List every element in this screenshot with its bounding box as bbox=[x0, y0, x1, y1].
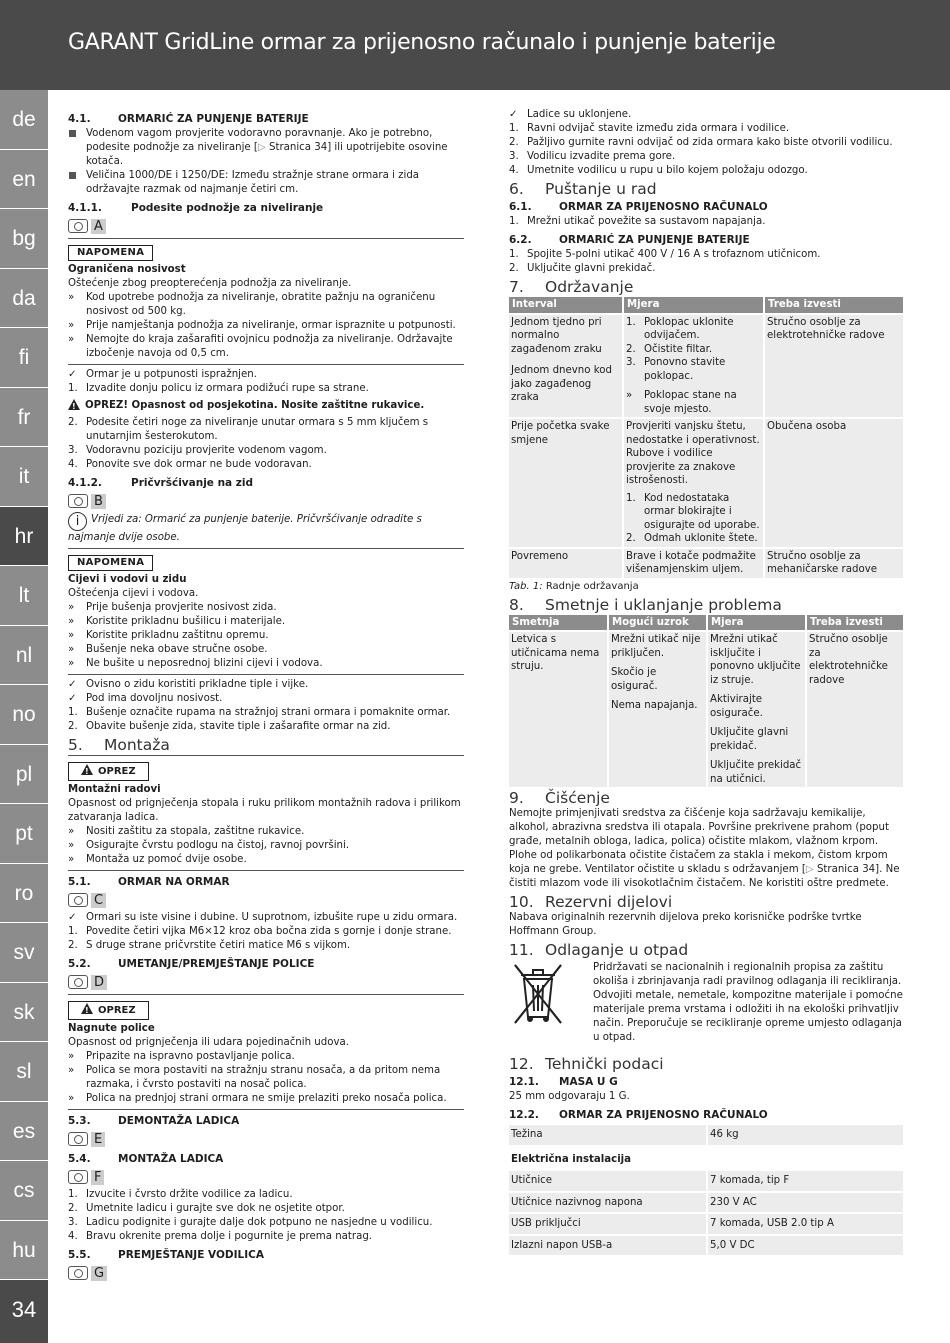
figure-ref: D bbox=[68, 973, 464, 991]
language-tab-sl[interactable]: sl bbox=[0, 1042, 48, 1102]
language-tab-de[interactable]: de bbox=[0, 90, 48, 150]
double-angle-right-icon: » bbox=[68, 644, 75, 655]
section-heading: 5.3. DEMONTAŽA LADICA bbox=[68, 1115, 240, 1127]
square-bullet-icon bbox=[69, 130, 76, 137]
list-item: » Prije namještanja podnožja za niveliranje, ormar ispraznite u potpunosti. bbox=[68, 320, 456, 331]
check-item: ✓ Ormari su iste visine i dubine. U suprotnom, izbušite rupe u zidu ormara. bbox=[68, 912, 458, 923]
language-tab-pl[interactable]: pl bbox=[0, 745, 48, 805]
step-item: 3. Vodoravnu poziciju provjerite vodenom vagom. bbox=[68, 445, 327, 456]
section-heading: 5.1. ORMAR NA ORMAR bbox=[68, 876, 230, 888]
list-item: » Kod upotrebe podnožja za niveliranje, obratite pažnju na ograničenu nosivost od 500 kg. bbox=[68, 292, 436, 317]
mass-text: 25 mm odgovaraju 1 G. bbox=[509, 1091, 630, 1102]
language-tab-hr[interactable]: hr bbox=[0, 507, 48, 567]
double-angle-right-icon: » bbox=[68, 658, 75, 669]
check-item: ✓ Pod ima dovoljnu nosivost. bbox=[68, 693, 223, 704]
camera-icon bbox=[68, 1170, 88, 1184]
list-item: » Nositi zaštitu za stopala, zaštitne rukavice. bbox=[68, 826, 305, 837]
check-icon: ✓ bbox=[68, 912, 77, 923]
table-row: Prije početka svake smjene Provjeriti vanjsku štetu, nedostatke i operativnost. Rubove i vodilice provjerite za znakove istrošenosti. 1. Kod nedostataka ormar blokirajte i osigurajte od uporabe. 2. Odmah uklonite štete. Obučena osoba bbox=[509, 418, 904, 548]
section-heading: 5.2. UMETANJE/PREMJEŠTANJE POLICE bbox=[68, 958, 315, 970]
list-item: » Ne bušite u neposrednoj blizini cijevi i vodova. bbox=[68, 658, 323, 669]
language-tab-fr[interactable]: fr bbox=[0, 388, 48, 448]
section-heading: 6. Puštanje u rad bbox=[509, 180, 657, 198]
note-label: NAPOMENA bbox=[68, 245, 153, 261]
double-angle-right-icon: » bbox=[68, 602, 75, 613]
page-number: 34 bbox=[0, 1280, 48, 1343]
section-heading: 12.1. MASA U G bbox=[509, 1076, 618, 1088]
check-icon: ✓ bbox=[68, 369, 77, 380]
list-item: » Prije bušenja provjerite nosivost zida. bbox=[68, 602, 277, 613]
warning-text: Opasnost od prignječenja ili udara pojedinačnih udova. bbox=[68, 1037, 349, 1048]
warning-text: Opasnost od prignječenja stopala i ruku prilikom montažnih radova i prilikom zatvaranja ladica. bbox=[68, 798, 461, 823]
list-item: » Montaža uz pomoć dvije osobe. bbox=[68, 854, 247, 865]
section-heading: 9. Čišćenje bbox=[509, 789, 610, 807]
table-row: Težina 46 kg bbox=[509, 1124, 904, 1146]
step-item: 4. Umetnite vodilicu u rupu u bilo kojem položaju odozgo. bbox=[509, 165, 808, 176]
table-header: Smetnja bbox=[509, 615, 608, 632]
table-caption: Tab. 1: Radnje održavanja bbox=[509, 580, 639, 592]
table-header: Treba izvesti bbox=[764, 297, 904, 314]
language-tab-lt[interactable]: lt bbox=[0, 566, 48, 626]
double-angle-right-icon: » bbox=[68, 840, 75, 851]
table-row: Jednom tjedno pri normalno zagađenom zraku Jednom dnevno kod jako zagađenog zraka 1. Poklopac uklonite odvijačem. 2. Očistite filtar. 3. Ponovno stavite poklopac. » Poklopac stane na svoje mjesto. Stručno osoblje za elektrotehničke radove bbox=[509, 314, 904, 419]
figure-ref: F bbox=[68, 1168, 464, 1186]
note-title: Cijevi i vodovi u zidu bbox=[68, 574, 187, 585]
warning-triangle-icon: ! bbox=[81, 764, 93, 775]
note-text: Oštećenje zbog preopterećenja podnožja za niveliranje. bbox=[68, 278, 352, 289]
table-header: Mjera bbox=[707, 615, 806, 632]
double-angle-right-icon: » bbox=[68, 1093, 75, 1104]
list-item: » Nemojte do kraja zašarafiti ovojnicu podnožja za niveliranje. Održavajte izbočenje navoja od 0,5 cm. bbox=[68, 334, 453, 359]
warning-triangle-icon: ! bbox=[81, 1003, 93, 1014]
language-tab-en[interactable]: en bbox=[0, 150, 48, 210]
step-item: 3. Vodilicu izvadite prema gore. bbox=[509, 151, 676, 162]
warning-title: Montažni radovi bbox=[68, 784, 161, 795]
camera-icon bbox=[68, 1266, 88, 1280]
language-tab-cs[interactable]: cs bbox=[0, 1161, 48, 1221]
list-item: Veličina 1000/DE i 1250/DE: Između stražnje strane ormara i zida održavajte razmak od najmanje četiri cm. bbox=[68, 169, 464, 197]
section-heading: 11. Odlaganje u otpad bbox=[509, 941, 689, 959]
document-title: GARANT GridLine ormar za prijenosno računalo i punjenje baterije bbox=[68, 30, 776, 55]
section-heading: 8. Smetnje i uklanjanje problema bbox=[509, 595, 782, 614]
table-row: Letvica s utičnicama nema struju. Mrežni utikač nije priključen. Skočio je osigurač. Nema napajanja. Mrežni utikač isključite i ponovno uključite iz struje. Aktivirajte osigurače. Uključite glavni prekidač. Uključite prekidač na utičnici. Stručno osoblje za elektrotehničke radove bbox=[509, 631, 904, 787]
section-heading: 6.1. ORMAR ZA PRIJENOSNO RAČUNALO bbox=[509, 201, 768, 213]
crossed-out-wheelie-bin-icon bbox=[509, 961, 567, 1029]
table-row: Izlazni napon USB-a 5,0 V DC bbox=[509, 1235, 904, 1256]
table-row: Utičnice nazivnog napona 230 V AC bbox=[509, 1192, 904, 1214]
step-item: 2. Podesite četiri noge za niveliranje unutar ormara s 5 mm ključem s unutarnjim šesterokutom. bbox=[68, 417, 429, 442]
note-text: Oštećenja cijevi i vodova. bbox=[68, 588, 199, 599]
double-angle-right-icon: » bbox=[68, 320, 75, 331]
table-row: Utičnice 7 komada, tip F bbox=[509, 1170, 904, 1192]
warning-triangle-icon: ! bbox=[68, 399, 80, 410]
section-heading: 5.5. PREMJEŠTANJE VODILICA bbox=[68, 1249, 264, 1261]
caution-label: ! OPREZ bbox=[68, 1001, 149, 1020]
table-row: USB priključci 7 komada, USB 2.0 tip A bbox=[509, 1213, 904, 1235]
figure-ref: B bbox=[68, 492, 464, 510]
figure-ref: E bbox=[68, 1130, 464, 1148]
double-angle-right-icon: » bbox=[68, 616, 75, 627]
check-item: ✓ Ladice su uklonjene. bbox=[509, 109, 632, 120]
double-angle-right-icon: » bbox=[68, 854, 75, 865]
spare-parts-text: Nabava originalnih rezervnih dijelova preko korisničke podrške tvrtke Hoffmann Group. bbox=[509, 912, 862, 937]
table-header: Mogući uzrok bbox=[608, 615, 707, 632]
page-header bbox=[0, 0, 950, 90]
left-column bbox=[68, 108, 464, 1284]
check-item: ✓ Ormar je u potpunosti ispražnjen. bbox=[68, 369, 257, 380]
list-item: » Osigurajte čvrstu podlogu na čistoj, ravnoj površini. bbox=[68, 840, 350, 851]
step-item: 1. Povedite četiri vijka M6×12 kroz oba bočna zida s gornje i donje strane. bbox=[68, 926, 452, 937]
double-angle-right-icon: » bbox=[68, 630, 75, 641]
language-tab-hu[interactable]: hu bbox=[0, 1221, 48, 1281]
step-item: 4. Bravu okrenite prema dolje i pogurnite je prema natrag. bbox=[68, 1231, 373, 1242]
step-item: 2. S druge strane pričvrstite četiri matice M6 s vijkom. bbox=[68, 940, 351, 951]
camera-icon bbox=[68, 975, 88, 989]
section-heading: 5. Montaža bbox=[68, 736, 170, 754]
step-item: 1. Ravni odvijač stavite između zida ormara i vodilice. bbox=[509, 123, 790, 134]
square-bullet-icon bbox=[69, 172, 76, 179]
language-tab-no[interactable]: no bbox=[0, 685, 48, 745]
language-tab-nl[interactable]: nl bbox=[0, 626, 48, 686]
language-tab-sk[interactable]: sk bbox=[0, 983, 48, 1043]
section-heading: 5.4. MONTAŽA LADICA bbox=[68, 1153, 224, 1165]
arrow-ref-icon: ▷ bbox=[805, 864, 814, 875]
section-heading: 12. Tehnički podaci bbox=[509, 1055, 664, 1073]
language-tab-pt[interactable]: pt bbox=[0, 804, 48, 864]
warning-title: Nagnute police bbox=[68, 1023, 155, 1034]
right-column bbox=[509, 108, 905, 1255]
list-item: Vodenom vagom provjerite vodoravno poravnanje. Ako je potrebno, podesite podnožje za niveliranje [▷ Stranica 34] ili upotrijebite osovine kotača. bbox=[68, 127, 464, 169]
info-note: i Vrijedi za: Ormarić za punjenje baterije. Pričvršćivanje odradite s najmanje dvije osobe. bbox=[68, 514, 422, 543]
double-angle-right-icon: » bbox=[68, 826, 75, 837]
language-tab-da[interactable]: da bbox=[0, 269, 48, 329]
section-heading: 4.1.2. Pričvršćivanje na zid bbox=[68, 477, 254, 489]
language-tab-ro[interactable]: ro bbox=[0, 864, 48, 924]
disposal-text: Pridržavati se nacionalnih i regionalnih propisa za zaštitu okoliša i zbrinjavanja radi pravilnog odlaganja ili recikliranja. Odvojiti metale, nemetale, kompozitne materijale i pomoćne materijale prema vrstama i odložiti ih na ekološki prihvatljiv način. Preporučuje se recikliranje opreme umjesto odlaganja u otpad. bbox=[593, 962, 903, 1043]
section-heading: 4.1. ORMARIĆ ZA PUNJENJE BATERIJE bbox=[68, 113, 309, 125]
camera-icon bbox=[68, 893, 88, 907]
section-heading: 7. Održavanje bbox=[509, 278, 634, 296]
double-angle-right-icon: » bbox=[68, 1051, 75, 1062]
language-sidebar bbox=[0, 90, 48, 1280]
language-tab-es[interactable]: es bbox=[0, 1102, 48, 1162]
tech-data-table bbox=[509, 1123, 905, 1255]
table-row: Povremeno Brave i kotače podmažite višenamjenskim uljem. Stručno osoblje za mehaničarske radove bbox=[509, 548, 904, 578]
step-item: 4. Ponovite sve dok ormar ne bude vodoravan. bbox=[68, 459, 312, 470]
step-item: 2. Pažljivo gurnite ravni odvijač od zida ormara kako biste otvorili vodilicu. bbox=[509, 137, 893, 148]
step-item: 2. Uključite glavni prekidač. bbox=[509, 263, 656, 274]
double-angle-right-icon: » bbox=[68, 334, 75, 345]
list-item: » Bušenje neka obave stručne osobe. bbox=[68, 644, 268, 655]
camera-icon bbox=[68, 1132, 88, 1146]
double-angle-right-icon: » bbox=[68, 292, 75, 303]
camera-icon bbox=[68, 219, 88, 233]
list-item: » Polica se mora postaviti na stražnju stranu nosača, a da pritom nema razmaka, i čvrsto postaviti na nosač polica. bbox=[68, 1065, 441, 1090]
section-heading: 12.2. ORMAR ZA PRIJENOSNO RAČUNALO bbox=[509, 1109, 768, 1121]
language-tab-sv[interactable]: sv bbox=[0, 923, 48, 983]
cleaning-text: Nemojte primjenjivati sredstva za čišćenje koja sadržavaju kemikalije, alkohol, abrazivna sredstva ili otapala. Površine prekrivene prahom (poput građe, metalnih obloga, ladica, polica) očistite mlakom, vlažnom krpom. Plohe od polikarbonata očistite čistačem za stakla i mekom, čistom krpom koja ne grebe. Ventilator očistite u skladu s održavanjem [▷ Stranica 34]. Ne čistiti mlazom vode ili visokotlačnim čistačem. Ne koristiti oštre predmete. bbox=[509, 808, 900, 889]
list-item: » Polica na prednjoj strani ormara ne smije prelaziti preko nosača polica. bbox=[68, 1093, 447, 1104]
step-item: 1. Izvucite i čvrsto držite vodilice za ladicu. bbox=[68, 1189, 293, 1200]
figure-ref: G bbox=[68, 1264, 464, 1282]
section-heading: 6.2. ORMARIĆ ZA PUNJENJE BATERIJE bbox=[509, 234, 750, 246]
maintenance-table bbox=[509, 297, 905, 578]
figure-ref: A bbox=[68, 217, 464, 235]
step-item: 1. Spojite 5-polni utikač 400 V / 16 A s trofaznom utičnicom. bbox=[509, 249, 821, 260]
language-tab-bg[interactable]: bg bbox=[0, 209, 48, 269]
check-item: ✓ Ovisno o zidu koristiti prikladne tiple i vijke. bbox=[68, 679, 309, 690]
double-angle-right-icon: » bbox=[68, 1065, 75, 1076]
language-tab-it[interactable]: it bbox=[0, 447, 48, 507]
step-item: 1. Izvadite donju policu iz ormara podižući rupe sa strane. bbox=[68, 383, 369, 394]
step-item: 3. Ladicu podignite i gurajte dalje dok potpuno ne nasjedne u vodilicu. bbox=[68, 1217, 433, 1228]
list-item: » Koristite prikladnu bušilicu i materijale. bbox=[68, 616, 286, 627]
step-item: 1. Mrežni utikač povežite sa sustavom napajanja. bbox=[509, 216, 766, 227]
section-heading: 10. Rezervni dijelovi bbox=[509, 893, 673, 911]
arrow-ref-icon: ▷ bbox=[257, 142, 266, 153]
check-icon: ✓ bbox=[509, 109, 518, 120]
check-icon: ✓ bbox=[68, 693, 77, 704]
camera-icon bbox=[68, 494, 88, 508]
step-item: 2. Umetnite ladicu i gurajte sve dok ne osjetite otpor. bbox=[68, 1203, 345, 1214]
language-tab-fi[interactable]: fi bbox=[0, 328, 48, 388]
page-link[interactable]: Stranica 34 bbox=[816, 864, 876, 875]
troubleshooting-table bbox=[509, 615, 905, 788]
table-header: Interval bbox=[509, 297, 623, 314]
list-item: » Pripazite na ispravno postavljanje polica. bbox=[68, 1051, 295, 1062]
info-icon: i bbox=[68, 512, 87, 531]
note-title: Ograničena nosivost bbox=[68, 264, 186, 275]
note-label: NAPOMENA bbox=[68, 555, 153, 571]
caution-label: ! OPREZ bbox=[68, 762, 149, 781]
table-section-row: Električna instalacija bbox=[509, 1146, 904, 1171]
step-item: 2. Obavite bušenje zida, stavite tiple i zašarafite ormar na zid. bbox=[68, 721, 391, 732]
section-heading: 4.1.1. Podesite podnožje za niveliranje bbox=[68, 202, 324, 214]
figure-ref: C bbox=[68, 891, 464, 909]
step-item: 1. Bušenje označite rupama na stražnjoj strani ormara i pomaknite ormar. bbox=[68, 707, 451, 718]
table-header: Mjera bbox=[623, 297, 764, 314]
list-item: » Koristite prikladnu zaštitnu opremu. bbox=[68, 630, 269, 641]
warning-line: ! OPREZ! Opasnost od posjekotina. Nosite zaštitne rukavice. bbox=[68, 399, 464, 413]
check-icon: ✓ bbox=[68, 679, 77, 690]
page-link[interactable]: Stranica 34] ili upotrijebite osovine kotača. bbox=[86, 142, 448, 167]
table-header: Treba izvesti bbox=[806, 615, 904, 632]
